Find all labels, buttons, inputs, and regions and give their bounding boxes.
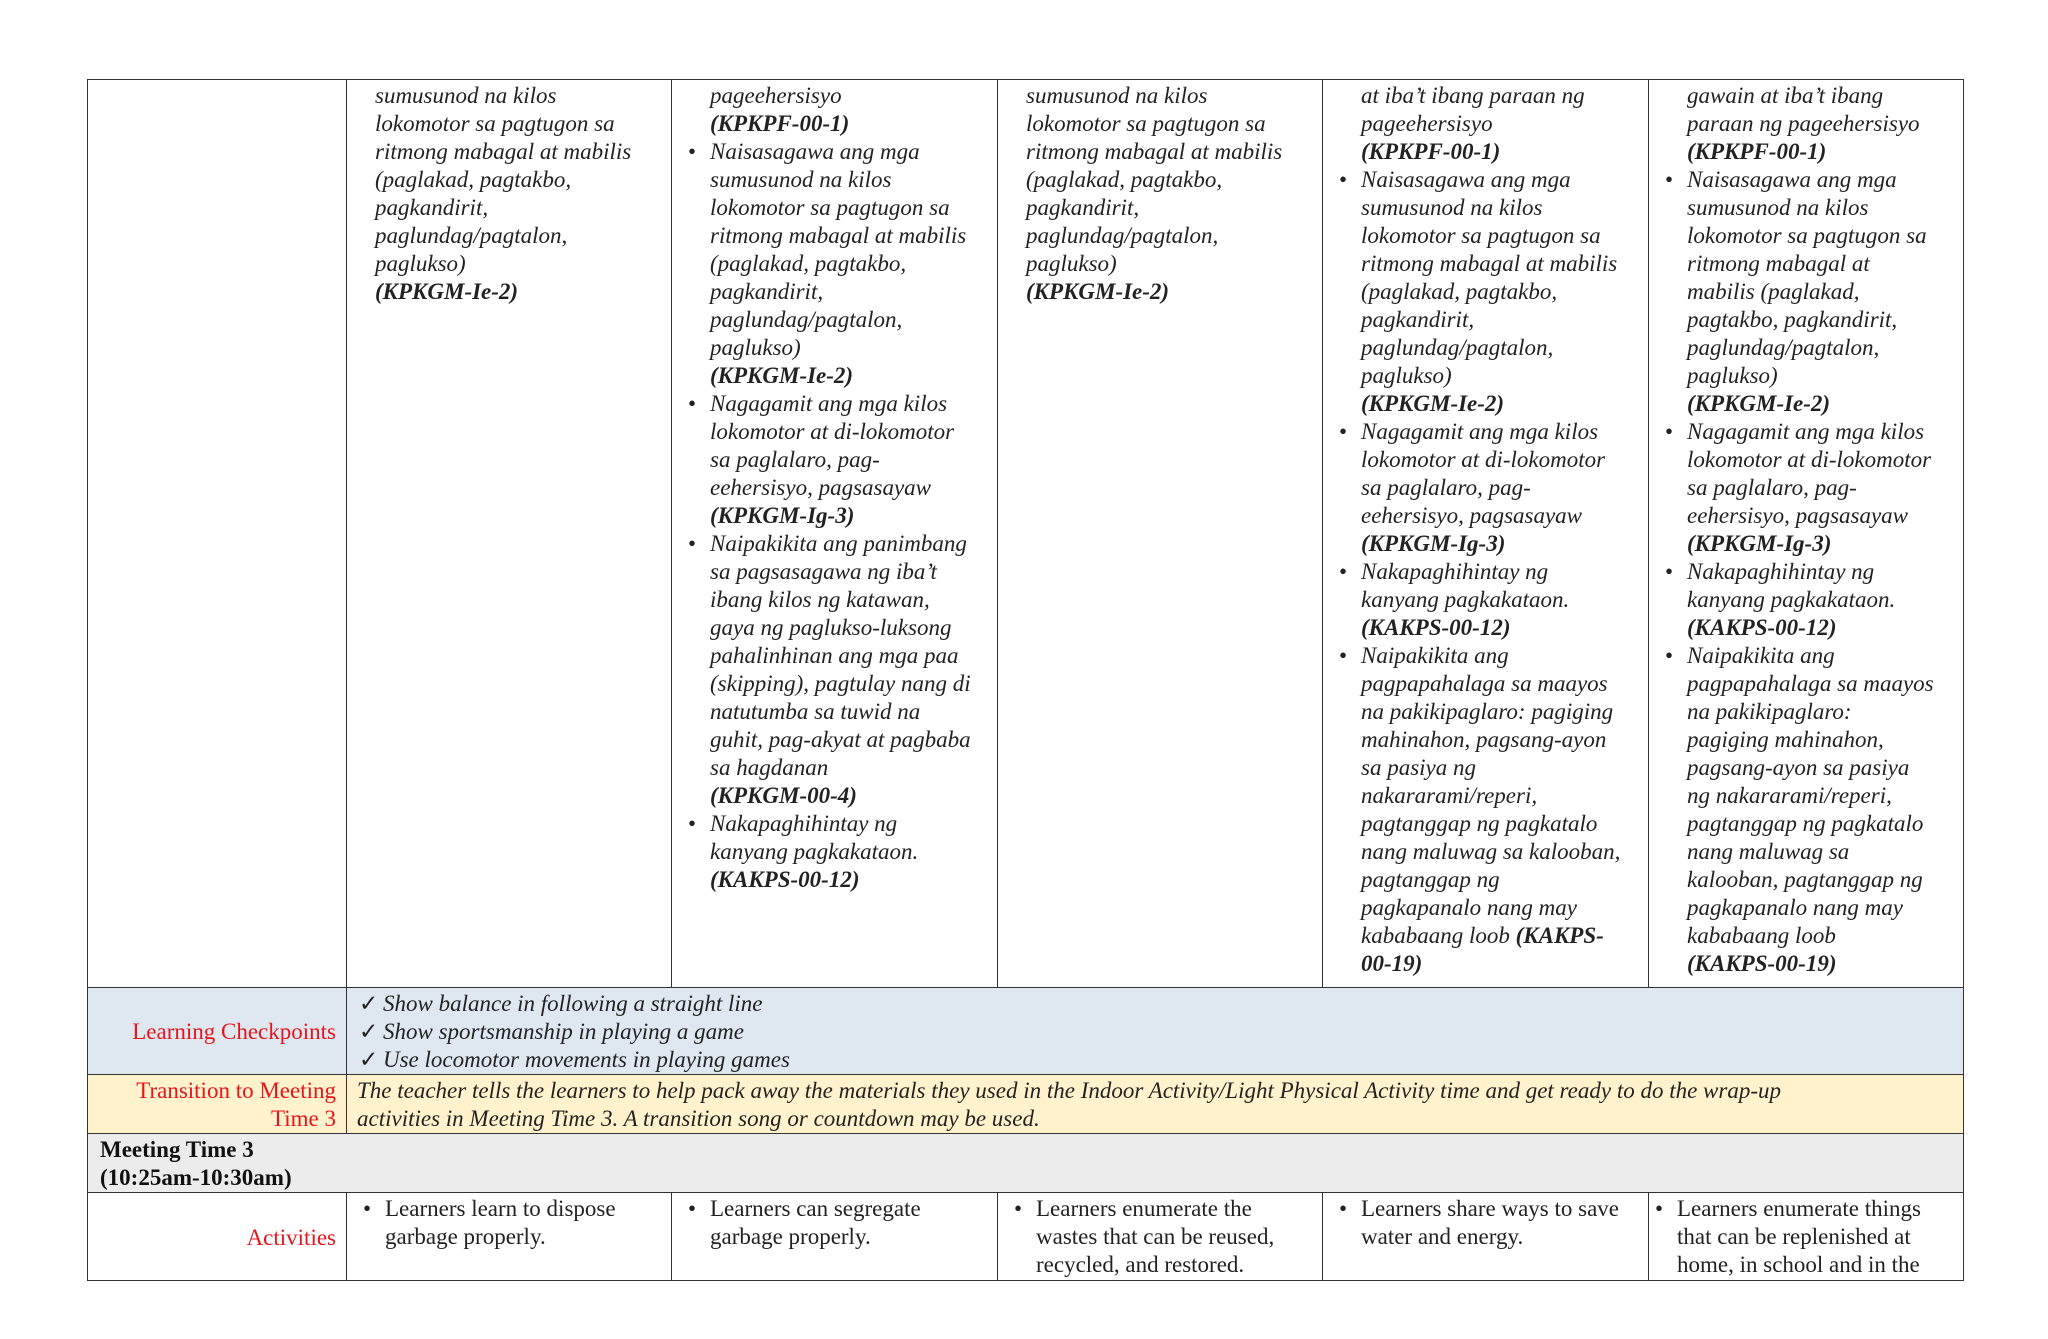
list-item: • Learners enumerate things that can be replenished at home, in school and in the bbox=[1677, 1195, 1953, 1279]
competency-code: (KPKGM-Ig-3) bbox=[1361, 531, 1506, 556]
competency-code: (KPKGM-Ig-3) bbox=[1687, 531, 1832, 556]
activities-row bbox=[88, 1193, 1964, 1281]
list-item: • Nakapaghihintay ng kanyang pagkakataon. (KAKPS-00-12) bbox=[1687, 558, 1953, 642]
meeting-time-row bbox=[88, 1134, 1964, 1193]
list-item: • Nagagamit ang mga kilos lokomotor at di-lokomotor sa paglalaro, pag- eehersisyo, pagsasayaw (KPKGM-Ig-3) bbox=[1687, 418, 1953, 558]
learning-checkpoints-row bbox=[88, 988, 1964, 1075]
objectives-col-3: sumusunod na kilos lokomotor sa pagtugon sa ritmong mabagal at mabilis (paglakad, pagtakbo, pagkandirit, paglundag/pagtalon, paglukso) (KPKGM-Ie-2) bbox=[998, 80, 1323, 988]
list-item: • Learners learn to dispose garbage properly. bbox=[385, 1195, 661, 1251]
objectives-col-1 bbox=[347, 80, 672, 988]
competency-code: (KAKPS-00-19) bbox=[1687, 951, 1837, 976]
checkpoint-item: ✓ Show sportsmanship in playing a game bbox=[359, 1019, 744, 1044]
transition-label: Transition to Meeting Time 3 bbox=[88, 1075, 347, 1134]
competency-code: (KPKGM-Ig-3) bbox=[710, 503, 855, 528]
competency-code: (KPKGM-Ie-2) bbox=[1687, 391, 1831, 416]
competency-code: (KAKPS- bbox=[1515, 923, 1604, 948]
checkpoint-item: ✓ Use locomotor movements in playing games bbox=[359, 1047, 790, 1072]
activities-col-3 bbox=[998, 1193, 1323, 1281]
check-icon: ✓ bbox=[359, 1019, 379, 1044]
competency-code: (KPKPF-00-1) bbox=[1687, 139, 1827, 164]
list-item: • Nakapaghihintay ng kanyang pagkakataon. (KAKPS-00-12) bbox=[710, 810, 987, 894]
list-item: • Naipakikita ang pagpapahalaga sa maayos na pakikipaglaro: pagiging mahinahon, pagsang-ayon sa pasiya ng nakararami/reperi, pagtanggap ng pagkatalo nang maluwag sa kalooban, pagtanggap ng pagkapanalo nang may kababaang loob (KAKPS- 00-19) bbox=[1361, 642, 1638, 978]
check-icon: ✓ bbox=[359, 1047, 379, 1072]
transition-row bbox=[88, 1075, 1964, 1134]
list-item: • Nakapaghihintay ng kanyang pagkakataon. (KAKPS-00-12) bbox=[1361, 558, 1638, 642]
activities-col-2 bbox=[672, 1193, 998, 1281]
competency-code: (KAKPS-00-12) bbox=[1687, 615, 1837, 640]
meeting-title: Meeting Time 3 bbox=[100, 1137, 254, 1162]
activities-col-5 bbox=[1649, 1193, 1964, 1281]
competency-code: (KPKPF-00-1) bbox=[1361, 139, 1501, 164]
objective-list bbox=[1333, 166, 1638, 978]
competency-code: (KAKPS-00-12) bbox=[710, 867, 860, 892]
list-item: • Nagagamit ang mga kilos lokomotor at di-lokomotor sa paglalaro, pag- eehersisyo, pagsasayaw (KPKGM-Ig-3) bbox=[710, 390, 987, 530]
list-item: • Learners share ways to save water and energy. bbox=[1361, 1195, 1638, 1251]
competency-code: (KPKGM-Ie-2) bbox=[1026, 279, 1170, 304]
list-item: • Naisasagawa ang mga sumusunod na kilos lokomotor sa pagtugon sa ritmong mabagal at mabilis (paglakad, pagtakbo, pagkandirit, paglundag/pagtalon, paglukso) (KPKGM-Ie-2) bbox=[710, 138, 987, 390]
activities-label: Activities bbox=[88, 1193, 347, 1281]
transition-text: The teacher tells the learners to help pack away the materials they used in the Indoor Activity/Light Physical Activity time and get ready to do the wrap-up activities in Meeting Time 3. A transition song or countdown may be used. bbox=[347, 1075, 1964, 1134]
checkpoint-item: ✓ Show balance in following a straight line bbox=[359, 991, 763, 1016]
list-item: • Naipakikita ang pagpapahalaga sa maayos na pakikipaglaro: pagiging mahinahon, pagsang-ayon sa pasiya ng nakararami/reperi, pagtanggap ng pagkatalo nang maluwag sa kalooban, pagtanggap ng pagkapanalo nang may kababaang loob (KAKPS-00-19) bbox=[1687, 642, 1953, 978]
competency-code: (KPKPF-00-1) bbox=[710, 111, 850, 136]
list-item: • Learners enumerate the wastes that can be reused, recycled, and restored. bbox=[1036, 1195, 1312, 1279]
objectives-label-cell bbox=[88, 80, 347, 988]
activities-col-4 bbox=[1323, 1193, 1649, 1281]
list-item: • Learners can segregate garbage properly. bbox=[710, 1195, 987, 1251]
competency-code: 00-19) bbox=[1361, 951, 1423, 976]
competency-code: (KPKGM-Ie-2) bbox=[1361, 391, 1505, 416]
lesson-plan-table bbox=[87, 79, 1964, 1281]
objectives-col-5: gawain at iba’t ibang paraan ng pageehersisyo (KPKPF-00-1) • Naisasagawa ang mga sumusunod na kilos lokomotor sa pagtugon sa ritmong mabagal at mabilis (paglakad, pagtakbo, pagkandirit, paglundag/pagtalon, paglukso) (KPKGM-Ie-2) • Nagagamit ang mga kilos lokomotor at di-lokomotor sa paglalaro, pag- eehersisyo, pagsasayaw (KPKGM-Ig-3) • Nakapaghihintay ng kanyang pagkakataon. (KAKPS-00-12) • Naipakikita ang pagpapahalaga sa maayos na pakikipaglaro: pagiging mahinahon, pagsang-ayon sa pasiya ng nakararami/reperi, pagtanggap ng pagkatalo nang maluwag sa kalooban, pagtanggap ng pagkapanalo nang may kababaang loob (KAKPS-00-19) bbox=[1649, 80, 1964, 988]
list-item: • Naipakikita ang panimbang sa pagsasagawa ng iba’t ibang kilos ng katawan, gaya ng paglukso-luksong pahalinhinan ang mga paa (skipping), pagtulay nang di natutumba sa tuwid na guhit, pag-akyat at pagbaba sa hagdanan (KPKGM-00-4) bbox=[710, 530, 987, 810]
list-item: • Nagagamit ang mga kilos lokomotor at di-lokomotor sa paglalaro, pag- eehersisyo, pagsasayaw (KPKGM-Ig-3) bbox=[1361, 418, 1638, 558]
meeting-time: (10:25am-10:30am) bbox=[100, 1165, 292, 1190]
objective-list bbox=[682, 138, 987, 894]
objective-list bbox=[1659, 166, 1953, 978]
competency-code: (KPKGM-00-4) bbox=[710, 783, 857, 808]
competency-code: (KPKGM-Ie-2) bbox=[710, 363, 854, 388]
list-item: • Naisasagawa ang mga sumusunod na kilos lokomotor sa pagtugon sa ritmong mabagal at mabilis (paglakad, pagtakbo, pagkandirit, paglundag/pagtalon, paglukso) (KPKGM-Ie-2) bbox=[1361, 166, 1638, 418]
learning-checkpoints-label: Learning Checkpoints bbox=[88, 988, 347, 1075]
competency-code: (KPKGM-Ie-2) bbox=[375, 279, 519, 304]
objectives-col-1-lines: sumusunod na kilos lokomotor sa pagtugon sa ritmong mabagal at mabilis (paglakad, pagtakbo, pagkandirit, paglundag/pagtalon, paglukso) (KPKGM-Ie-2) bbox=[375, 82, 661, 306]
activities-col-1 bbox=[347, 1193, 672, 1281]
check-icon: ✓ bbox=[359, 991, 379, 1016]
learning-checkpoints-cell bbox=[347, 988, 1964, 1075]
objectives-row bbox=[88, 80, 1964, 988]
meeting-time-heading bbox=[88, 1134, 1964, 1193]
competency-code: (KAKPS-00-12) bbox=[1361, 615, 1511, 640]
objectives-col-4: at iba’t ibang paraan ng pageehersisyo (KPKPF-00-1) • Naisasagawa ang mga sumusunod na kilos lokomotor sa pagtugon sa ritmong mabagal at mabilis (paglakad, pagtakbo, pagkandirit, paglundag/pagtalon, paglukso) (KPKGM-Ie-2) • Nagagamit ang mga kilos lokomotor at di-lokomotor sa paglalaro, pag- eehersisyo, pagsasayaw (KPKGM-Ig-3) • Nakapaghihintay ng kanyang pagkakataon. (KAKPS-00-12) • Naipakikita ang pagpapahalaga sa maayos na pakikipaglaro: pagiging mahinahon, pagsang-ayon sa pasiya ng nakararami/reperi, pagtanggap ng pagkatalo nang maluwag sa kalooban, pagtanggap ng pagkapanalo nang may kababaang loob (KAKPS- 00-19) bbox=[1323, 80, 1649, 988]
list-item: • Naisasagawa ang mga sumusunod na kilos lokomotor sa pagtugon sa ritmong mabagal at mabilis (paglakad, pagtakbo, pagkandirit, paglundag/pagtalon, paglukso) (KPKGM-Ie-2) bbox=[1687, 166, 1953, 418]
objectives-col-2: pageehersisyo (KPKPF-00-1) • Naisasagawa ang mga sumusunod na kilos lokomotor sa pagtugon sa ritmong mabagal at mabilis (paglakad, pagtakbo, pagkandirit, paglundag/pagtalon, paglukso) (KPKGM-Ie-2) • Nagagamit ang mga kilos lokomotor at di-lokomotor sa paglalaro, pag- eehersisyo, pagsasayaw (KPKGM-Ig-3) • Naipakikita ang panimbang sa pagsasagawa ng iba’t ibang kilos ng katawan, gaya ng paglukso-luksong pahalinhinan ang mga paa (skipping), pagtulay nang di natutumba sa tuwid na guhit, pag-akyat at pagbaba sa hagdanan (KPKGM-00-4) • Nakapaghihintay ng kanyang pagkakataon. (KAKPS-00-12) bbox=[672, 80, 998, 988]
